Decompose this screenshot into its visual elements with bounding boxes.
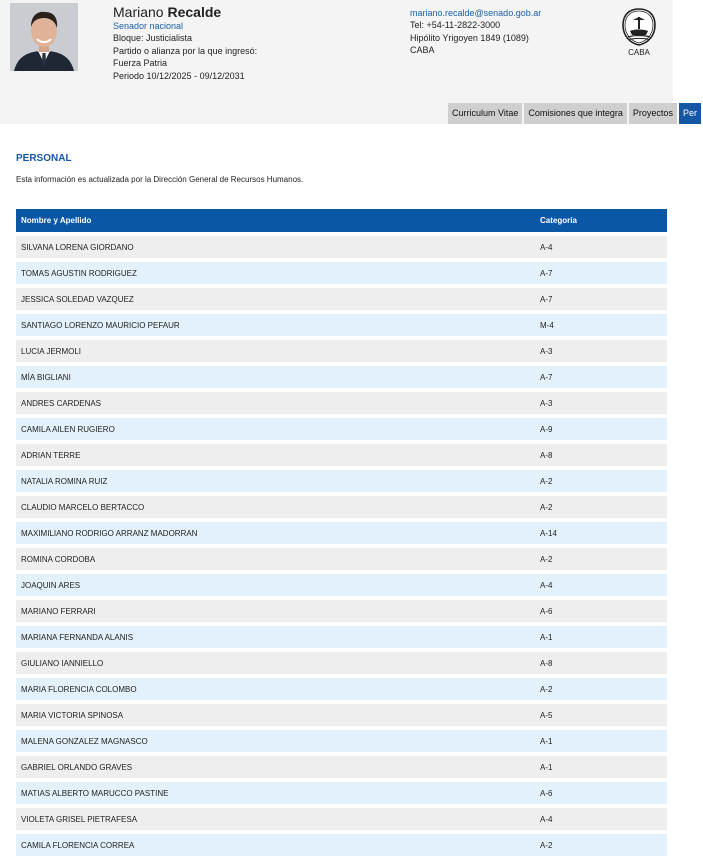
staff-name-cell: CLAUDIO MARCELO BERTACCO (16, 492, 535, 518)
senator-bloc: Bloque: Justicialista (113, 33, 193, 44)
header-name: Nombre y Apellido (16, 209, 535, 232)
staff-name-cell: CAMILA AILEN RUGIERO (16, 414, 535, 440)
staff-category-cell: A-2 (535, 466, 667, 492)
staff-name-cell: JOAQUIN ARES (16, 570, 535, 596)
staff-name-cell: SILVANA LORENA GIORDANO (16, 232, 535, 258)
table-row (16, 726, 667, 752)
staff-category-cell: A-7 (535, 258, 667, 284)
staff-name-cell: MARIA FLORENCIA COLOMBO (16, 674, 535, 700)
senator-info (113, 4, 393, 82)
staff-name-cell: ADRIAN TERRE (16, 440, 535, 466)
staff-category-cell: A-7 (535, 284, 667, 310)
staff-name-cell: GIULIANO IANNIELLO (16, 648, 535, 674)
staff-category-cell: A-14 (535, 518, 667, 544)
staff-name-cell: CAMILA FLORENCIA CORREA (16, 830, 535, 856)
email-link[interactable]: mariano.recalde@senado.gob.ar (410, 8, 542, 18)
table-header-row (16, 209, 667, 232)
staff-category-cell: A-2 (535, 830, 667, 856)
table-row (16, 466, 667, 492)
table-row (16, 388, 667, 414)
phone-number: Tel: +54-11-2822-3000 (410, 20, 501, 31)
staff-name-cell: ROMINA CORDOBA (16, 544, 535, 570)
table-row (16, 648, 667, 674)
staff-name-cell: MARIANO FERRARI (16, 596, 535, 622)
staff-category-cell: A-8 (535, 648, 667, 674)
staff-category-cell: A-6 (535, 596, 667, 622)
staff-category-cell: A-4 (535, 232, 667, 258)
staff-table (16, 209, 667, 856)
staff-category-cell: A-3 (535, 336, 667, 362)
profile-header (0, 0, 697, 124)
tab-curriculum-vitae[interactable]: Curriculum Vitae (448, 103, 522, 124)
staff-category-cell: A-9 (535, 414, 667, 440)
tab-personal[interactable]: Per (679, 103, 701, 124)
staff-name-cell: MALENA GONZALEZ MAGNASCO (16, 726, 535, 752)
table-row (16, 596, 667, 622)
district-label: CABA (628, 48, 650, 57)
staff-category-cell: A-1 (535, 622, 667, 648)
table-row (16, 492, 667, 518)
tab-proyectos[interactable]: Proyectos (629, 103, 677, 124)
staff-name-cell: ANDRES CARDENAS (16, 388, 535, 414)
district-badge (620, 8, 658, 57)
staff-category-cell: A-6 (535, 778, 667, 804)
table-row (16, 752, 667, 778)
table-row (16, 674, 667, 700)
table-row (16, 830, 667, 856)
caba-shield-icon (622, 8, 656, 46)
table-row (16, 336, 667, 362)
table-row (16, 804, 667, 830)
table-row (16, 284, 667, 310)
staff-category-cell: A-5 (535, 700, 667, 726)
staff-category-cell: A-1 (535, 726, 667, 752)
staff-category-cell: A-1 (535, 752, 667, 778)
staff-category-cell: A-2 (535, 544, 667, 570)
staff-name-cell: JESSICA SOLEDAD VAZQUEZ (16, 284, 535, 310)
staff-name-cell: TOMAS AGUSTIN RODRIGUEZ (16, 258, 535, 284)
senator-photo (10, 3, 78, 71)
table-row (16, 362, 667, 388)
staff-category-cell: A-2 (535, 492, 667, 518)
table-row (16, 440, 667, 466)
table-row (16, 310, 667, 336)
staff-category-cell: A-7 (535, 362, 667, 388)
table-row (16, 778, 667, 804)
staff-category-cell: A-4 (535, 804, 667, 830)
section-title: PERSONAL (16, 153, 72, 164)
staff-name-cell: GABRIEL ORLANDO GRAVES (16, 752, 535, 778)
table-row (16, 414, 667, 440)
senator-first-name: Mariano (113, 4, 164, 20)
staff-category-cell: A-2 (535, 674, 667, 700)
table-row (16, 232, 667, 258)
senator-last-name: Recalde (167, 4, 222, 20)
profile-tabs (448, 103, 697, 124)
table-row (16, 258, 667, 284)
staff-name-cell: LUCIA JERMOLI (16, 336, 535, 362)
table-row (16, 570, 667, 596)
senator-name (113, 4, 393, 20)
tab-comisiones[interactable]: Comisiones que integra (524, 103, 627, 124)
table-row (16, 544, 667, 570)
alliance-value: Fuerza Patria (113, 58, 168, 69)
staff-category-cell: A-8 (535, 440, 667, 466)
staff-category-cell: M-4 (535, 310, 667, 336)
staff-name-cell: MARIA VICTORIA SPINOSA (16, 700, 535, 726)
staff-category-cell: A-4 (535, 570, 667, 596)
staff-table-body (16, 232, 667, 856)
staff-name-cell: SANTIAGO LORENZO MAURICIO PEFAUR (16, 310, 535, 336)
staff-name-cell: NATALIA ROMINA RUIZ (16, 466, 535, 492)
contact-info (410, 7, 610, 56)
header-category: Categoría (535, 209, 667, 232)
mandate-period: Periodo 10/12/2025 - 09/12/2031 (113, 70, 245, 81)
staff-name-cell: VIOLETA GRISEL PIETRAFESA (16, 804, 535, 830)
staff-name-cell: MATIAS ALBERTO MARUCCO PASTINE (16, 778, 535, 804)
senator-title: Senador nacional (113, 21, 184, 31)
office-address: Hipólito Yrigoyen 1849 (1089) (410, 32, 529, 43)
staff-name-cell: MARIANA FERNANDA ALANIS (16, 622, 535, 648)
staff-name-cell: MAXIMILIANO RODRIGO ARRANZ MADORRAN (16, 518, 535, 544)
table-row (16, 518, 667, 544)
office-city: CABA (410, 44, 435, 55)
staff-name-cell: MÍA BIGLIANI (16, 362, 535, 388)
table-row (16, 700, 667, 726)
staff-category-cell: A-3 (535, 388, 667, 414)
section-description: Esta información es actualizada por la Dirección General de Recursos Humanos. (16, 175, 304, 184)
table-row (16, 622, 667, 648)
alliance-label: Partido o alianza por la que ingresó: (113, 45, 258, 56)
